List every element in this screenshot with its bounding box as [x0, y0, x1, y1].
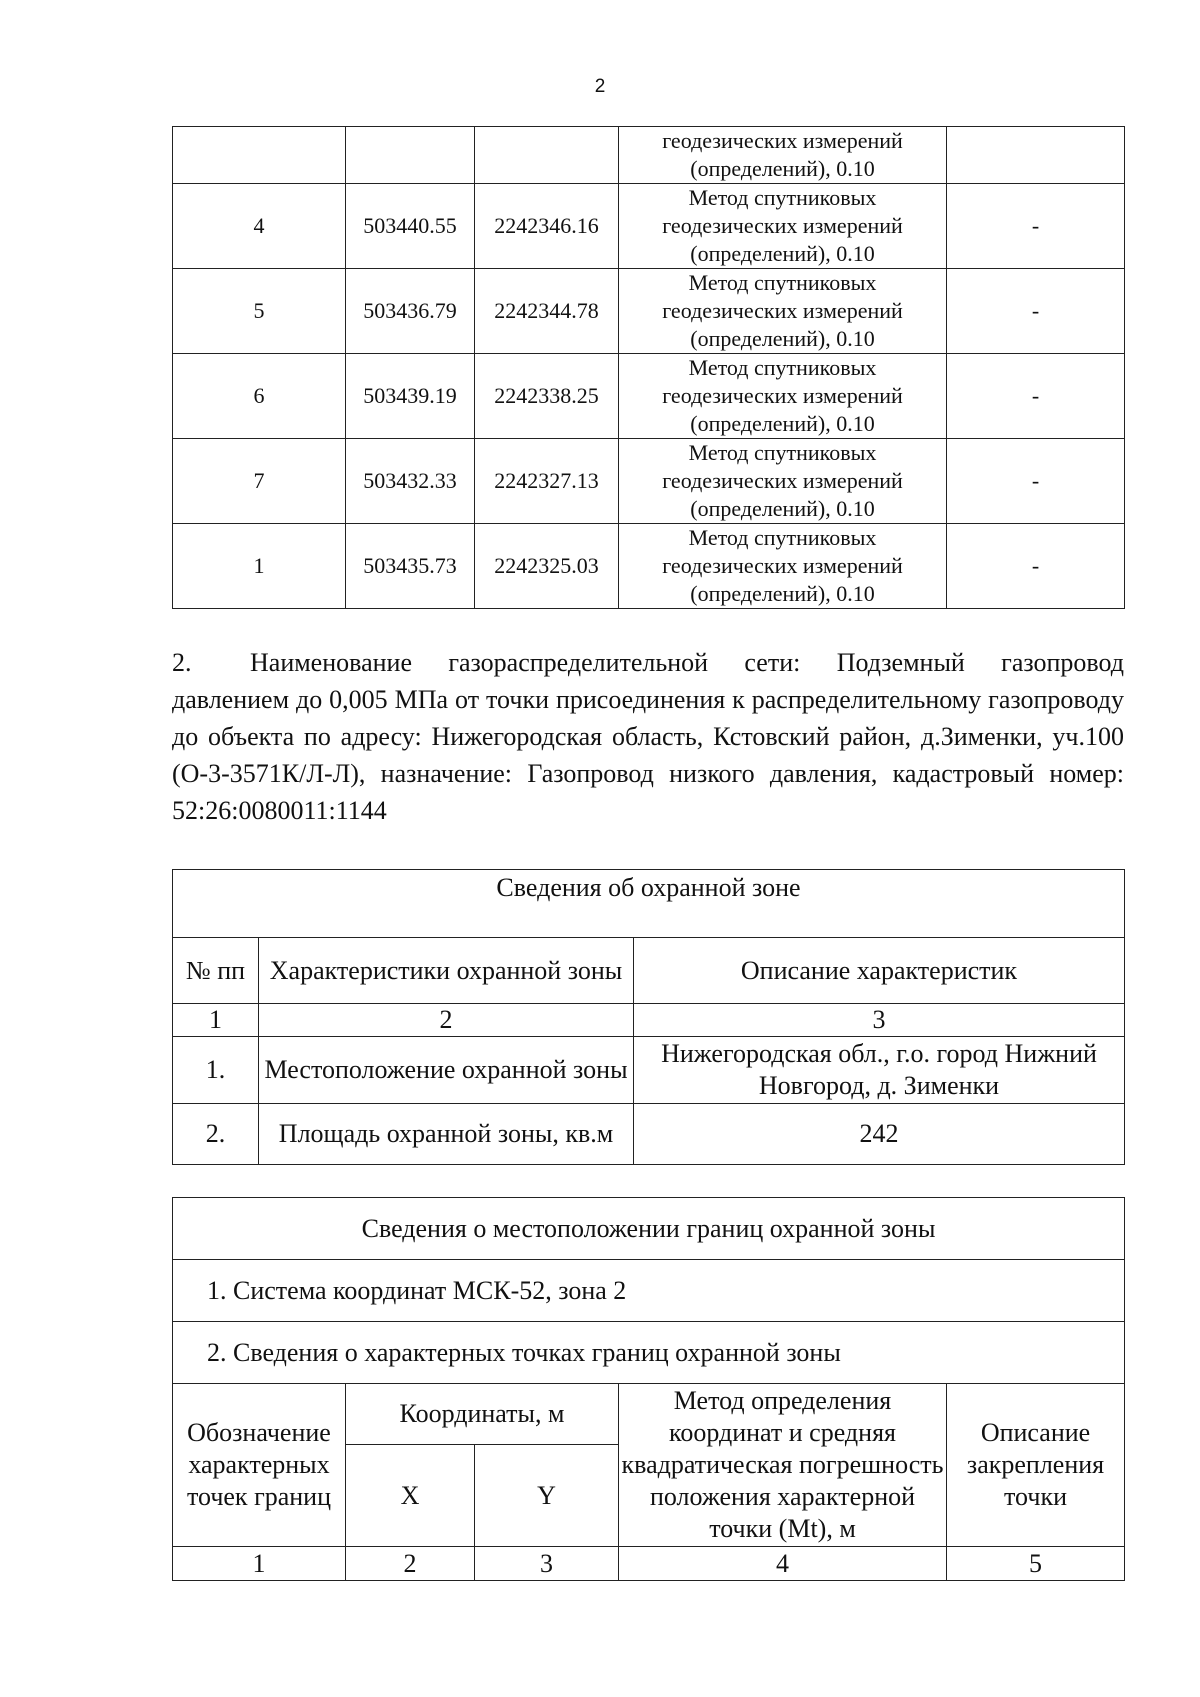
header-x: X — [346, 1445, 475, 1547]
table-title-row — [173, 870, 1125, 938]
header-designation: Обозначение характерных точек границ — [173, 1384, 346, 1547]
header-y: Y — [475, 1445, 619, 1547]
points-info-heading: 2. Сведения о характерных точках границ охранной зоны — [173, 1322, 1125, 1384]
method-cell: Метод спутниковых геодезических измерений (определений), 0.10 — [619, 439, 947, 524]
x-coordinate: 503435.73 — [346, 524, 475, 609]
paragraph-text: Наименование газораспределительной сети: Подземный газопровод давлением до 0,005 МПа от точки присоединения к распределительному газопроводу до объекта по адресу: Нижегородская область, Кстовский район, д.Зименки, уч.100 (О-3-3571К/Л-Л), назначение: Газопровод низкого давления, кадастровый номер: 52:26:0080011:1144 — [172, 648, 1124, 825]
table-title: Сведения о местоположении границ охранной зоны — [173, 1198, 1125, 1260]
table-row — [173, 439, 1125, 524]
table-header-row — [173, 1384, 1125, 1445]
table-row — [173, 184, 1125, 269]
boundary-points-table-continued — [172, 126, 1125, 609]
table-row — [173, 1104, 1125, 1165]
col-number: 5 — [947, 1547, 1125, 1581]
header-description: Описание характеристик — [634, 938, 1125, 1004]
y-coordinate: 2242338.25 — [475, 354, 619, 439]
table-row — [173, 354, 1125, 439]
header-coordinates: Координаты, м — [346, 1384, 619, 1445]
fixation-description: - — [947, 354, 1125, 439]
characteristic-name: Площадь охранной зоны, кв.м — [259, 1104, 634, 1165]
fixation-description: - — [947, 184, 1125, 269]
point-number: 1 — [173, 524, 346, 609]
y-coordinate: 2242346.16 — [475, 184, 619, 269]
col-number: 4 — [619, 1547, 947, 1581]
x-coordinate: 503439.19 — [346, 354, 475, 439]
page-number: 2 — [594, 76, 606, 97]
fixation-description: - — [947, 269, 1125, 354]
column-numbers-row — [173, 1004, 1125, 1037]
table-row — [173, 127, 1125, 184]
characteristic-value: 242 — [634, 1104, 1125, 1165]
fixation-description: - — [947, 524, 1125, 609]
header-characteristics: Характеристики охранной зоны — [259, 938, 634, 1004]
col-number: 3 — [475, 1547, 619, 1581]
method-cell: Метод спутниковых геодезических измерений (определений), 0.10 — [619, 184, 947, 269]
method-cell: Метод спутниковых геодезических измерений (определений), 0.10 — [619, 269, 947, 354]
table-row — [173, 1260, 1125, 1322]
y-coordinate: 2242325.03 — [475, 524, 619, 609]
y-coordinate: 2242327.13 — [475, 439, 619, 524]
col-number: 2 — [346, 1547, 475, 1581]
method-cell: Метод спутниковых геодезических измерений (определений), 0.10 — [619, 524, 947, 609]
y-coordinate: 2242344.78 — [475, 269, 619, 354]
col-number: 3 — [634, 1004, 1125, 1037]
characteristic-value: Нижегородская обл., г.о. город Нижний Новгород, д. Зименки — [634, 1037, 1125, 1104]
point-number: 6 — [173, 354, 346, 439]
col-number: 1 — [173, 1547, 346, 1581]
point-number: 4 — [173, 184, 346, 269]
point-number: 5 — [173, 269, 346, 354]
col-number: 2 — [259, 1004, 634, 1037]
column-numbers-row — [173, 1547, 1125, 1581]
table-title-row — [173, 1198, 1125, 1260]
method-cell: геодезических измерений (определений), 0.10 — [619, 127, 947, 184]
x-coordinate: 503440.55 — [346, 184, 475, 269]
header-method: Метод определения координат и средняя квадратическая погрешность положения характерной точки (Mt), м — [619, 1384, 947, 1547]
row-number: 1. — [173, 1037, 259, 1104]
table-header-row — [173, 938, 1125, 1004]
header-fixation: Описание закрепления точки — [947, 1384, 1125, 1547]
row-number: 2. — [173, 1104, 259, 1165]
fixation-description: - — [947, 439, 1125, 524]
network-description-paragraph — [172, 644, 1124, 829]
table-title: Сведения об охранной зоне — [173, 870, 1125, 938]
table-row — [173, 1322, 1125, 1384]
header-number: № пп — [173, 938, 259, 1004]
x-coordinate: 503436.79 — [346, 269, 475, 354]
zone-boundaries-table — [172, 1197, 1125, 1581]
table-row — [173, 524, 1125, 609]
table-row — [173, 1037, 1125, 1104]
paragraph-number: 2. — [172, 648, 192, 677]
col-number: 1 — [173, 1004, 259, 1037]
point-number: 7 — [173, 439, 346, 524]
protection-zone-info-table — [172, 869, 1125, 1165]
characteristic-name: Местоположение охранной зоны — [259, 1037, 634, 1104]
table-row — [173, 269, 1125, 354]
coordinate-system: 1. Система координат МСК-52, зона 2 — [173, 1260, 1125, 1322]
method-cell: Метод спутниковых геодезических измерений (определений), 0.10 — [619, 354, 947, 439]
x-coordinate: 503432.33 — [346, 439, 475, 524]
